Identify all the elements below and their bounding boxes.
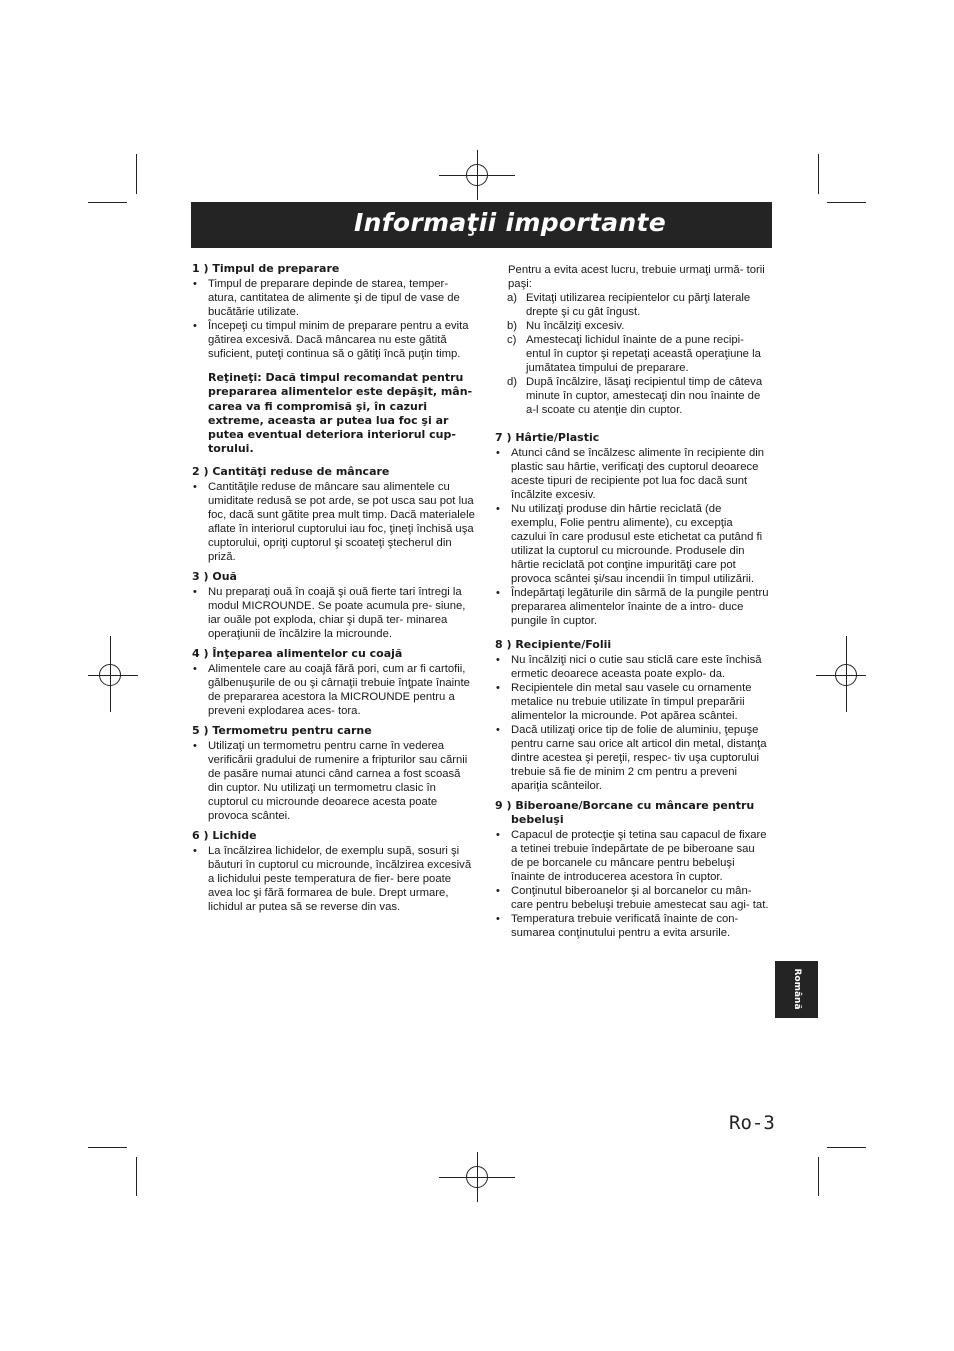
list-item: • Alimentele care au coajă fără pori, cum ar fi cartofii, gălbenuşurile de ou şi cârnaţii trebuie înţpate înainte de prepararea acestora la MICROUNDE pentru a preveni explodarea aces- tora. <box>192 662 477 718</box>
bullet-list <box>192 662 477 718</box>
list-item-text: Nu încălziţi excesiv. <box>526 320 625 332</box>
list-letter: b) <box>507 320 518 332</box>
list-item <box>495 333 770 375</box>
section-title: 2 ) Cantităţi reduse de mâncare <box>192 464 390 478</box>
left-column <box>192 262 477 914</box>
list-letter: a) <box>507 292 518 304</box>
section-title: 6 ) Lichide <box>192 828 257 842</box>
list-item: • Nu utilizaţi produse din hârtie reciclată (de exemplu, Folie pentru alimente), cu excepţia cazului în care produsul este etichetat ca putând fi utilizat la cuptorul cu microunde. Produsele din hârtie reciclată pot conţine impurităţi care pot provoca scântei şi/sau incendii în timpul utilizării. <box>495 502 770 586</box>
bullet-list <box>192 844 477 914</box>
list-item: • Nu încălziţi nici o cutie sau sticlă care este închisă ermetic deoarece aceasta poate explo- da. <box>495 653 770 681</box>
list-item: • La încălzirea lichidelor, de exemplu supă, sosuri şi băuturi în cuptorul cu microunde, încălzirea excesivă a lichidului peste temperatura de fier- bere poate avea loc şi fără formarea de bule. Drept urmare, lichidul ar putea să se reverse din vas. <box>192 844 477 914</box>
list-item: • Temperatura trebuie verificată înainte de con- sumarea conţinutului pentru a evita arsurile. <box>495 912 770 940</box>
section-title: 3 ) Ouă <box>192 569 237 583</box>
lettered-list <box>495 291 770 417</box>
bullet-list <box>495 653 770 793</box>
list-item: • Capacul de protecţie şi tetina sau capacul de fixare a tetinei trebuie îndepărtate de pe biberoane sau de pe borcanele cu mâncare pentru bebeluşi înainte de introducerea acestora în cuptor. <box>495 828 770 884</box>
section-title: 7 ) Hârtie/Plastic <box>495 431 600 444</box>
section-title: 9 ) Biberoane/Borcane cu mâncare pentru bebeluşi <box>495 799 755 826</box>
list-item-text: Evitaţi utilizarea recipientelor cu părţi laterale drepte şi cu gât îngust. <box>526 292 751 318</box>
page-title: Informaţii importante <box>354 208 667 237</box>
list-item: • Îndepărtaţi legăturile din sârmă de la pungile pentru prepararea alimentelor înainte de a intro- duce pungile în cuptor. <box>495 586 770 628</box>
warning-note: Reţineţi: Dacă timpul recomandat pentru prepararea alimentelor este depăşit, mân- carea va fi compromisă şi, în cazuri extreme, aceasta ar putea lua foc şi ar putea eventual deteriora interiorul cup- torului. <box>208 371 473 456</box>
list-item: • Atunci când se încălzesc alimente în recipiente din plastic sau hârtie, verificaţi des cuptorul deoarece aceste tipuri de recipiente pot lua foc dacă sunt încălzite excesiv. <box>495 446 770 502</box>
list-item: • Cantităţile reduse de mâncare sau alimentele cu umiditate redusă se pot arde, se pot usca sau pot lua foc, dacă sunt gătite prea mult timp. Dacă materialele aflate în interiorul cuptorului iau foc, ţineţi închisă uşa cuptorului, opriţi cuptorul şi scoateţi ştecherul din priză. <box>192 480 477 564</box>
continuation-paragraph: Pentru a evita acest lucru, trebuie urmaţi urmă- torii paşi: <box>508 264 765 290</box>
list-letter: c) <box>507 334 517 346</box>
section-title: 4 ) Înţeparea alimentelor cu coajă <box>192 646 403 660</box>
list-item: • Utilizaţi un termometru pentru carne în vederea verificării gradului de rumenire a fripturilor sau cărnii de pasăre numai atunci când carnea a fost scoasă din cuptor. Nu utilizaţi un termometru clasic în cuptorul cu microunde deoarece acesta poate provoca scântei. <box>192 739 477 823</box>
bullet-list <box>495 828 770 940</box>
section-title: 1 ) Timpul de preparare <box>192 262 340 275</box>
list-letter: d) <box>507 376 518 388</box>
bullet-list <box>192 739 477 823</box>
list-item: • Nu preparaţi ouă în coajă şi ouă fierte tari întregi la modul MICROUNDE. Se poate acumula pre- siune, iar ouăle pot exploda, chiar şi după ter- minarea operaţiunii de încălzire la microunde. <box>192 585 477 641</box>
list-item: • Recipientele din metal sau vasele cu ornamente metalice nu trebuie utilizate în timpul preparării alimentelor la microunde. Pot apărea scântei. <box>495 681 770 723</box>
list-item <box>495 291 770 319</box>
bullet-list <box>192 585 477 641</box>
bullet-list <box>495 446 770 628</box>
list-item-text: După încălzire, lăsaţi recipientul timp de câteva minute în cuptor, amestecaţi din nou înainte de a-l scoate cu atenţie din cuptor. <box>526 376 763 416</box>
bullet-list <box>192 277 477 361</box>
list-item: • Conţinutul biberoanelor şi al borcanelor cu mân- care pentru bebeluşi trebuie amestecat sau agi- tat. <box>495 884 770 912</box>
list-item-text: Amestecaţi lichidul înainte de a pune recipi- entul în cuptor şi repetaţi această operaţiune la jumătatea timpului de preparare. <box>526 334 761 374</box>
list-item: • Timpul de preparare depinde de starea, temper- atura, cantitatea de alimente şi de tipul de vase de bucătărie utilizate. <box>192 277 477 319</box>
section-title: 8 ) Recipiente/Folii <box>495 638 612 651</box>
section-title: 5 ) Termometru pentru carne <box>192 723 372 737</box>
right-column <box>495 263 770 940</box>
list-item <box>495 375 770 417</box>
language-tab-label: Română <box>792 968 802 1010</box>
list-item <box>495 319 770 333</box>
list-item: • Dacă utilizaţi orice tip de folie de aluminiu, ţepuşe pentru carne sau orice alt articol din metal, distanţa dintre acestea şi pereţii, respec- tiv uşa cuptorului trebuie să fie de minim 2 cm pentru a preveni apariţia scânteilor. <box>495 723 770 793</box>
list-item: • Începeţi cu timpul minim de preparare pentru a evita gătirea excesivă. Dacă mâncarea nu este gătită suficient, puteţi continua să o gătiţi încă puţin timp. <box>192 319 477 361</box>
bullet-list <box>192 480 477 564</box>
page-number: Ro-3 <box>729 1112 775 1134</box>
